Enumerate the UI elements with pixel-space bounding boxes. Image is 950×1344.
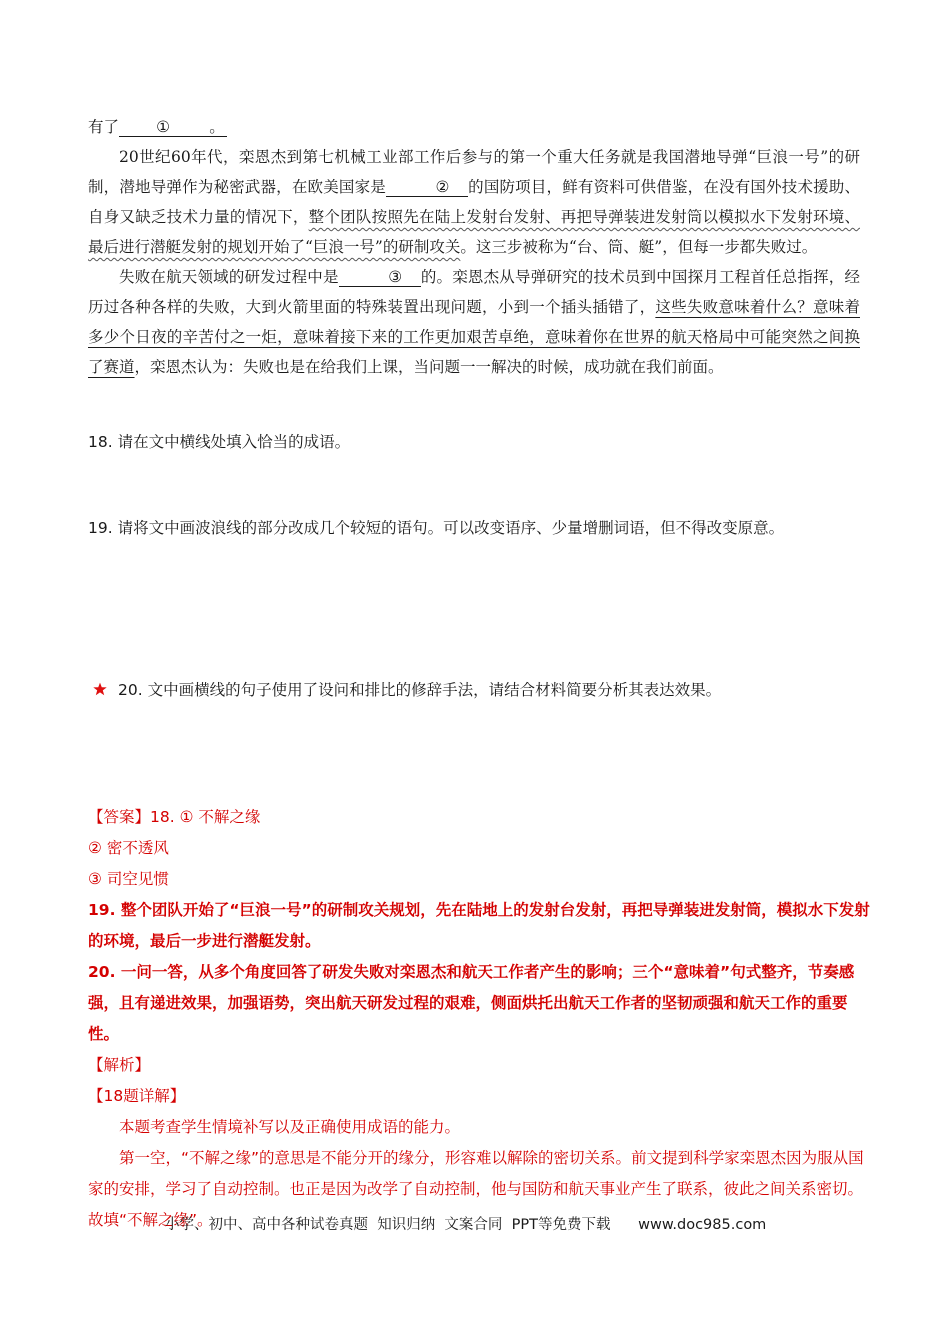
answer-18-line-2: ② 密不透风 bbox=[88, 839, 169, 857]
answer-section bbox=[88, 802, 878, 1236]
text: ，栾恩杰认为：失败也是在给我们上课，当问题一一解决的时候，成功就在我们前面。 bbox=[134, 358, 724, 376]
blank-1: ① bbox=[119, 118, 207, 137]
text: 18. ① 不解之缘 bbox=[150, 808, 261, 826]
question-20: 20. 文中画横线的句子使用了设问和排比的修辞手法，请结合材料简要分析其表达效果。 bbox=[118, 681, 722, 699]
question-19: 19. 请将文中画波浪线的部分改成几个较短的语句。可以改变语序、少量增删词语，但不得改变原意。 bbox=[88, 519, 785, 537]
page-footer: 小学、初中、高中各种试卷真题 知识归纳 文案合同 PPT等免费下载 www.doc985.com bbox=[165, 1217, 767, 1233]
blank-3: ③ bbox=[339, 268, 421, 287]
passage bbox=[88, 112, 860, 382]
analysis-label: 【解析】 bbox=[88, 1056, 151, 1074]
underlined-sentence: 这些失败意味着什么？意味着多少个日夜的辛苦付之一炬，意味着接下来的工作更加艰苦卓绝，意味着你在世界的航天格局中可能突然之间换了赛道 bbox=[88, 298, 860, 376]
text: 的。栾恩杰从导弹研究的技术员到中国探月工程首任总指挥，经历过各种各样的失败，大到火箭里面的特殊装置出现问题，小到一个插头插错了， bbox=[88, 268, 860, 316]
answer-label: 【答案】 bbox=[88, 808, 151, 826]
blank-2: ② bbox=[386, 178, 468, 197]
red-star-icon bbox=[93, 682, 107, 696]
detail-18-label: 【18题详解】 bbox=[88, 1087, 186, 1105]
wavy-underlined-sentence: 整个团队按照先在陆上发射台发射、再把导弹装进发射筒以模拟水下发射环境、最后进行潜艇发射的规划开始了“巨浪一号”的研制攻关 bbox=[88, 208, 860, 256]
text: 20世纪60年代，栾恩杰到第七机械工业部工作后参与的第一个重大任务就是我国潜地导弹“巨浪一号”的研制，潜地导弹作为秘密武器，在欧美国家是 bbox=[88, 148, 860, 196]
text: 有了 bbox=[88, 118, 120, 136]
text: 失败在航天领域的研发过程中是 bbox=[119, 268, 339, 286]
passage-paragraph-2 bbox=[88, 262, 860, 382]
question-18: 18. 请在文中横线处填入恰当的成语。 bbox=[88, 433, 351, 451]
detail-18-paragraph-1: 本题考查学生情境补写以及正确使用成语的能力。 bbox=[119, 1118, 461, 1136]
passage-line-0 bbox=[88, 112, 860, 142]
text: 的国防项目，鲜有资料可供借鉴，在没有国外技术援助、自身又缺乏技术力量的情况下， bbox=[88, 178, 860, 226]
answer-20: 20. 一问一答，从多个角度回答了研发失败对栾恩杰和航天工作者产生的影响；三个“意味着”句式整齐，节奏感强，且有递进效果，加强语势，突出航天研发过程的艰难，侧面烘托出航天工作者的坚韧顽强和航天工作的重要性。 bbox=[88, 963, 855, 1043]
answer-18-line-3: ③ 司空见惯 bbox=[88, 870, 169, 888]
answer-19: 19. 整个团队开始了“巨浪一号”的研制攻关规划，先在陆地上的发射台发射，再把导弹装进发射筒，模拟水下发射的环境，最后一步进行潜艇发射。 bbox=[88, 901, 870, 950]
detail-18-paragraph-2: 第一空，“不解之缘”的意思是不能分开的缘分，形容难以解除的密切关系。前文提到科学家栾恩杰因为服从国家的安排，学习了自动控制。也正是因为改学了自动控制，他与国防和航天事业产生了联系，彼此之间关系密切。故填“不解之缘”。 bbox=[88, 1149, 864, 1229]
text: 。这三步被称为“台、筒、艇”，但每一步都失败过。 bbox=[460, 238, 818, 256]
answer-18-line-1 bbox=[88, 802, 878, 833]
blank-1-end: 。 bbox=[207, 118, 227, 137]
passage-paragraph-1 bbox=[88, 142, 860, 262]
